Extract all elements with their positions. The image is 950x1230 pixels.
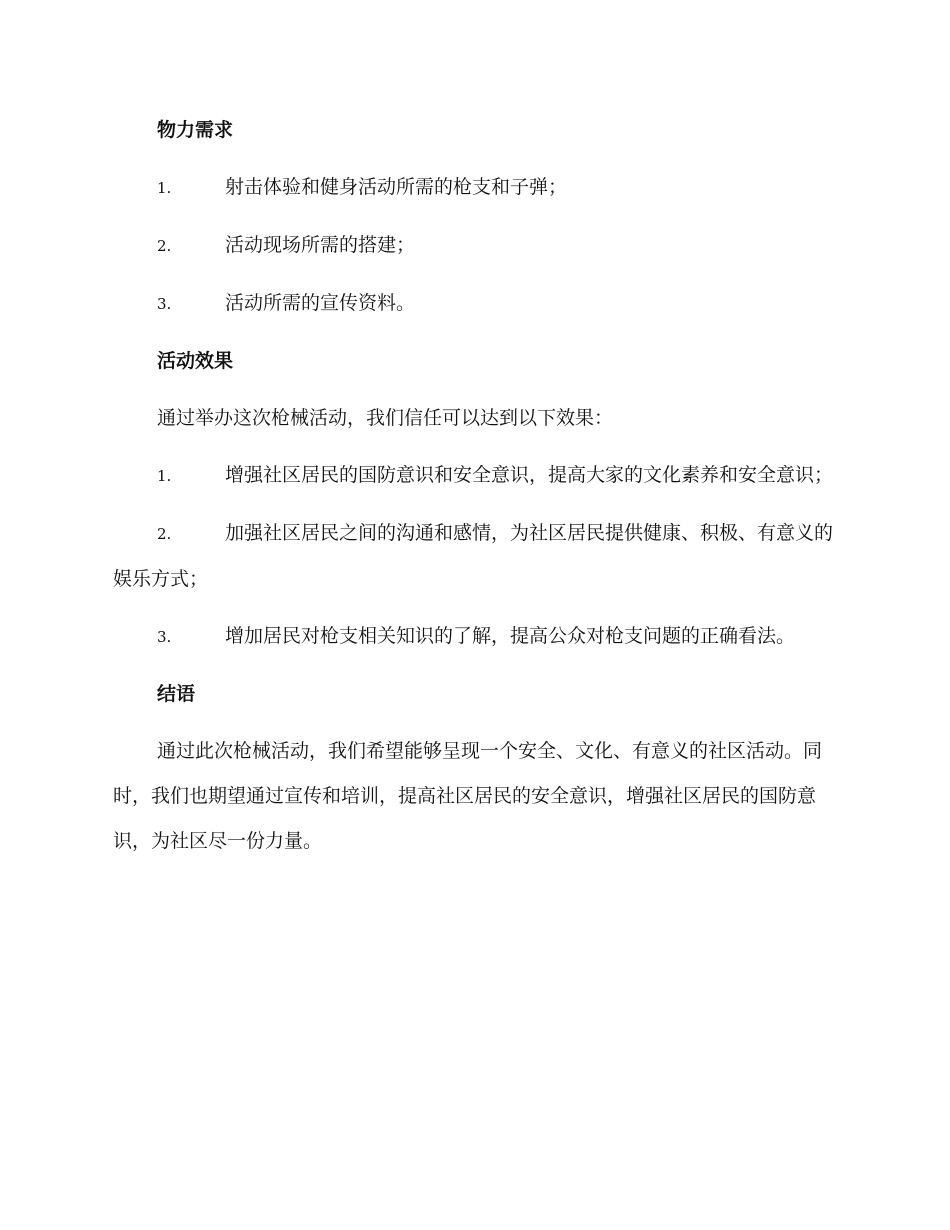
conclusion-paragraph: 通过此次枪械活动，我们希望能够呈现一个安全、文化、有意义的社区活动。同时，我们也期望通过宣传和培训，提高社区居民的安全意识，增强社区居民的国防意识，为社区尽一份力量。	[113, 740, 823, 852]
document-body	[113, 108, 837, 876]
list-text: 增加居民对枪支相关知识的了解，提高公众对枪支问题的正确看法。	[225, 625, 796, 647]
list-item	[113, 281, 837, 327]
list-number: 3.	[157, 628, 172, 646]
list-text: 活动现场所需的搭建；	[225, 234, 416, 256]
list-item	[113, 223, 837, 269]
section-heading-materials: 物力需求	[157, 119, 234, 141]
list-number: 2.	[157, 525, 172, 543]
list-number: 1.	[157, 179, 172, 197]
effects-intro: 通过举办这次枪械活动，我们信任可以达到以下效果：	[157, 407, 614, 429]
list-text: 活动所需的宣传资料。	[225, 292, 416, 314]
list-item	[113, 614, 837, 660]
list-item	[113, 165, 837, 211]
section-heading-conclusion: 结语	[157, 683, 196, 705]
list-text: 射击体验和健身活动所需的枪支和子弹；	[225, 176, 568, 198]
list-item	[113, 511, 837, 602]
list-number: 1.	[157, 467, 172, 485]
list-text: 增强社区居民的国防意识和安全意识，提高大家的文化素养和安全意识；	[225, 464, 834, 486]
list-item	[113, 453, 837, 499]
list-number: 2.	[157, 237, 172, 255]
list-text: 加强社区居民之间的沟通和感情，为社区居民提供健康、积极、有意义的娱乐方式；	[113, 522, 834, 590]
section-heading-effects: 活动效果	[157, 350, 234, 372]
list-number: 3.	[157, 295, 172, 313]
